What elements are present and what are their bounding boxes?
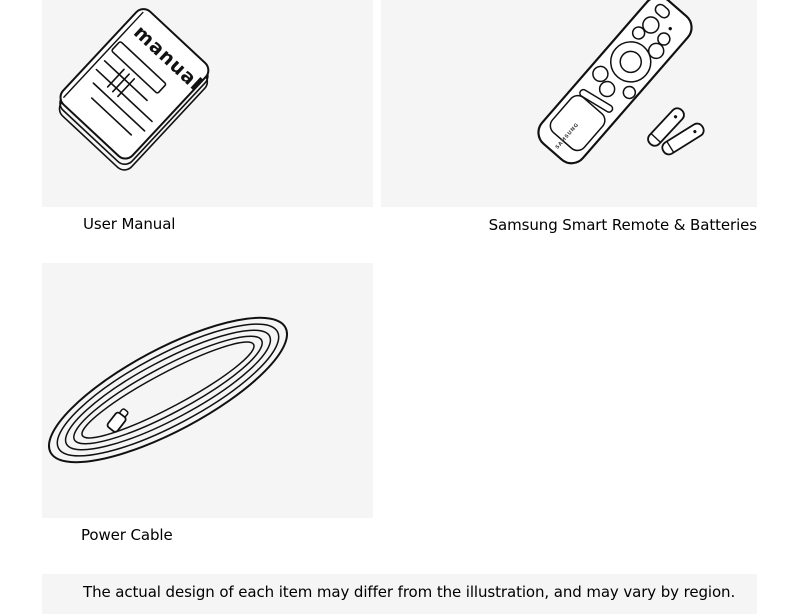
caption-user-manual: User Manual	[83, 215, 176, 233]
power-cable-illustration	[42, 263, 373, 518]
caption-power-cable: Power Cable	[81, 526, 173, 544]
tile-user-manual	[42, 0, 373, 207]
user-manual-illustration	[42, 0, 373, 207]
remote-batteries-illustration	[381, 0, 757, 207]
manual-cover-text: manual	[129, 21, 207, 96]
tile-power-cable	[42, 263, 373, 518]
note-text: The actual design of each item may differ from the illustration, and may vary by region.	[83, 583, 736, 601]
remote-brand-text: SAMSUNG	[554, 122, 581, 151]
tile-remote-batteries	[381, 0, 757, 207]
note-band	[42, 574, 757, 614]
plug-icon	[106, 407, 130, 433]
caption-remote-batteries: Samsung Smart Remote & Batteries	[488, 216, 757, 234]
